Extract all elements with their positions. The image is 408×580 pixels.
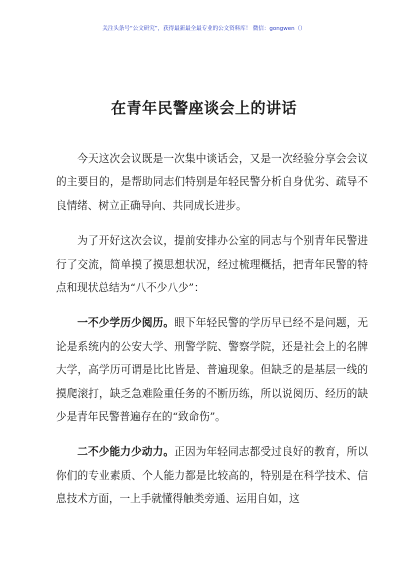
paragraph-text: 今天这次会议既是一次集中谈话会，又是一次经验分享会会议的主要目的，是帮助同志们特别是年轻民警分析自身优劣、疏导不良情绪、树立正确导向、共同成长进步。	[56, 153, 368, 212]
paragraph-lead: 一不少学历少阅历。	[77, 317, 175, 330]
header-note: 关注头条号“公文研究”，获得最新最全最专业的公文资料库！ 微信：gongwen（）	[102, 26, 306, 32]
paragraph-text: 眼下年轻民警的学历早已经不是问题，无论是系统内的公安大学、刑警学院、警察学院，还是社会上的名牌大学，高学历可谓是比比皆是、普遍现象。但缺乏的是基层一线的摸爬滚打，缺乏急难险重任务的不断历练，所以说阅历、经历的缺少是青年民警普遍存在的“致命伤”。	[56, 317, 368, 424]
paragraph-lead: 二不少能力少动力。	[77, 446, 175, 459]
document-body	[56, 148, 368, 524]
paragraph-summary	[56, 230, 368, 300]
paragraph-opening	[56, 148, 368, 218]
paragraph-point-two	[56, 441, 368, 511]
document-title: 在青年民警座谈会上的讲话	[110, 99, 297, 117]
paragraph-text: 正因为年轻同志都受过良好的教育，所以你们的专业素质、个人能力都是比较高的，特别是在科学技术、信息技术方面，一上手就懂得触类旁通、运用自如，这	[56, 446, 368, 506]
paragraph-text: 为了开好这次会议，提前安排办公室的同志与个别青年民警进行了交流，简单摸了摸思想状况，经过梳理概括，把青年民警的特点和现状总结为“八不少八少”：	[56, 235, 368, 295]
paragraph-point-one	[56, 312, 368, 429]
